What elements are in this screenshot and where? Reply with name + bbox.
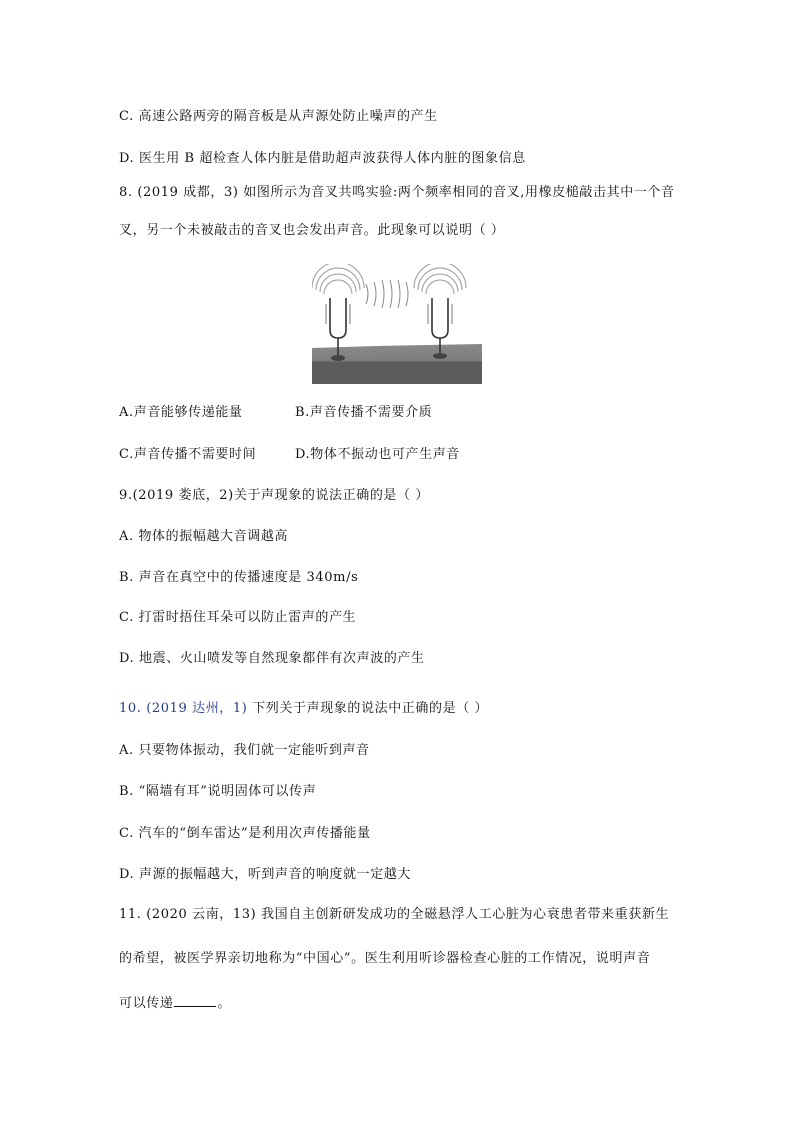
q7-option-c: C. 高速公路两旁的隔音板是从声源处防止噪声的产生 [119, 109, 438, 124]
q8-option-c: C.声音传播不需要时间 [119, 447, 257, 462]
q8-option-b: B.声音传播不需要介质 [295, 405, 433, 420]
q9-option-d: D. 地震、火山喷发等自然现象都伴有次声波的产生 [119, 651, 425, 666]
q8-option-a: A.声音能够传递能量 [119, 405, 243, 420]
q8-options-row2 [119, 446, 519, 464]
q9-stem: 9.(2019 娄底，2)关于声现象的说法正确的是（ ） [119, 488, 429, 503]
q8-stem-line1: 8. (2019 成都，3) 如图所示为音叉共鸣实验:两个频率相同的音叉,用橡皮槌敲击其中一个音 [119, 185, 675, 200]
q10-option-c: C. 汽车的“倒车雷达”是利用次声传播能量 [119, 826, 371, 841]
q8-options-row1 [119, 404, 519, 422]
q10-stem-text: 下列关于声现象的说法中正确的是（ ） [252, 701, 489, 716]
q10-source: (2019 达州，1) [146, 701, 248, 716]
q10-option-d: D. 声源的振幅越大，听到声音的响度就一定越大 [119, 867, 412, 882]
tuning-fork-resonance-illustration [312, 264, 482, 384]
q7-option-d: D. 医生用 B 超检查人体内脏是借助超声波获得人体内脏的图象信息 [119, 151, 526, 166]
q10-option-a: A. 只要物体振动，我们就一定能听到声音 [119, 743, 370, 758]
q11-stem-line2: 的希望，被医学界亲切地称为“中国心”。医生利用听诊器检查心脏的工作情况，说明声音 [119, 951, 651, 966]
answer-blank [174, 994, 216, 1007]
q10-number: 10. [119, 701, 142, 716]
q11-line3-prefix: 可以传递 [119, 996, 174, 1011]
q11-stem-line1: 11. (2020 云南，13) 我国自主创新研发成功的全磁悬浮人工心脏为心衰患者带来重获新生 [119, 907, 670, 922]
q11-stem-line3 [119, 994, 231, 1013]
q11-line3-suffix: 。 [217, 996, 232, 1011]
q9-option-b: B. 声音在真空中的传播速度是 340m/s [119, 570, 359, 585]
q10-stem [119, 700, 488, 718]
q8-stem-line2: 叉，另一个未被敲击的音叉也会发出声音。此现象可以说明（ ） [119, 223, 505, 238]
q9-option-c: C. 打雷时捂住耳朵可以防止雷声的产生 [119, 610, 357, 625]
q9-option-a: A. 物体的振幅越大音调越高 [119, 529, 289, 544]
q8-option-d: D.物体不振动也可产生声音 [295, 447, 460, 462]
q10-option-b: B. “隔墙有耳”说明固体可以传声 [119, 784, 317, 799]
